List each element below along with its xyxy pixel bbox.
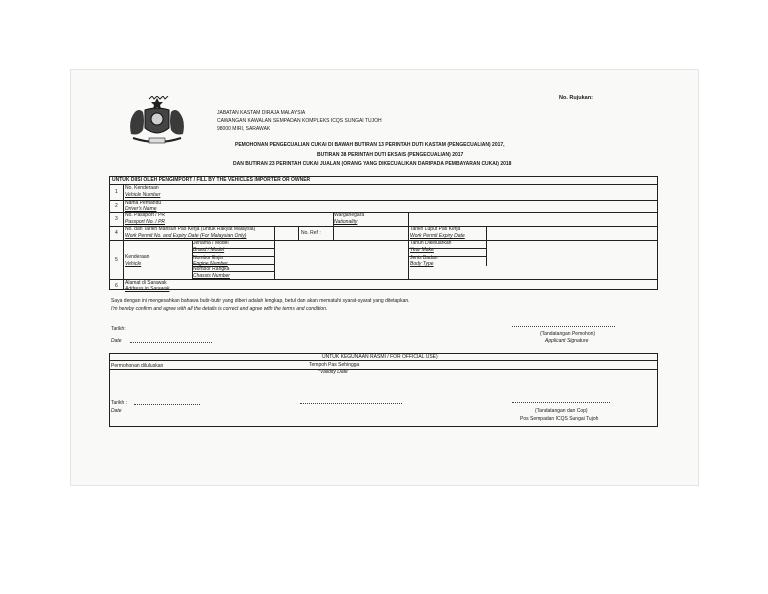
driver-name-label-en: Driver's Name [125, 206, 157, 212]
form-title-line-3: DAN BUTIRAN 23 PERINTAH CUKAI JUALAN (ORANG YANG DIKECUALIKAN DARIPADA PEMBAYARAN CUKAI) 2018 [233, 161, 512, 167]
engine-number-label-en: Engine Number [193, 261, 228, 267]
application-approved-label: Permohonan diluluskan [111, 363, 164, 369]
reference-no-label: No. Ref : [301, 230, 321, 236]
year-make-label: Tahun Dikeluarkan [410, 240, 452, 246]
agency-address: 98000 MIRI, SARAWAK [217, 126, 271, 132]
form-title-line-1: PEMOHONAN PENGECUALIAN CUKAI DI BAWAH BUTIRAN 13 PERINTAH DUTI KASTAM (PENGECUALIAN) 2017, [235, 142, 505, 148]
engine-number-label: Nombor Enjin [193, 255, 224, 261]
vehicle-number-label: No. Kenderaan [125, 185, 159, 191]
vehicle-label: Kenderaan [125, 254, 150, 260]
brand-model-label: Jenama / Model [193, 240, 229, 246]
body-type-label: Jenis Badan [410, 255, 438, 261]
chassis-number-label: Nombor Rangka [193, 266, 230, 272]
coat-of-arms-logo [125, 96, 189, 146]
validity-label-en: *Validity Date [318, 369, 348, 375]
row-number: 2 [115, 203, 118, 209]
work-permit-label-en: Work Permit No. and Expiry Date (For Malaysian Only) [125, 233, 247, 239]
chassis-number-label-en: Chassis Number [193, 273, 230, 279]
agency-name: JABATAN KASTAM DIRAJA MALAYSIA [217, 110, 306, 116]
nationality-label-en: Nationality [334, 219, 358, 225]
signature-line[interactable] [512, 326, 615, 327]
official-signature-line[interactable] [512, 402, 610, 403]
date-label: Tarikh: [111, 326, 126, 332]
official-date-label-en: Date [111, 408, 122, 414]
border-post-name: Pos Sempadan ICQS Sungai Tujoh [520, 416, 599, 422]
applicant-section-title: UNTUK DIISI OLEH PENGIMPORT / FILL BY THE VEHICLES IMPORTER OR OWNER [112, 177, 311, 183]
row-number: 3 [115, 216, 118, 222]
agency-branch: CAWANGAN KAWALAN SEMPADAN KOMPLEKS ICQS SUNGAI TUJOH [217, 118, 382, 124]
work-permit-label: No. dan Tarikh Mansuh Pas Kerja (Untuk Rakyat Malaysia) [125, 226, 256, 232]
reference-number-label: No. Rujukan: [559, 95, 593, 101]
body-type-label-en: Body Type [410, 261, 434, 267]
applicant-signature-label: (Tandatangan Pemohon) [540, 331, 596, 337]
row-number: 6 [115, 283, 118, 289]
vehicle-label-en: Vehicle [125, 261, 142, 267]
permit-expiry-label: Tarikh Luput Pas Kerja [410, 226, 461, 232]
official-date-label: Tarikh : [111, 400, 128, 406]
declaration-text: Saya dengan ini mengesahkan bahawa butir-butir yang diberi adalah lengkap, betul dan akan mematuhi syarat-syarat yang ditetapkan. [111, 298, 410, 304]
form-title-line-2: BUTIRAN 38 PERINTAH DUTI EKSAIS (PENGECUALIAN) 2017 [317, 152, 464, 158]
brand-model-label-en: Brand / Model [193, 247, 225, 253]
row-number: 1 [115, 189, 118, 195]
applicant-signature-label-en: Applicant Signature [545, 338, 589, 344]
nationality-label: Warganegara [334, 212, 365, 218]
year-make-label-en: Year Make [410, 247, 434, 253]
official-date-line[interactable] [134, 404, 200, 405]
driver-name-label: Nama Pemandu [125, 200, 162, 206]
validity-date-line[interactable] [300, 403, 402, 404]
validity-label: Tempoh Pas Sehingga [309, 362, 360, 368]
address-label: Alamat di Sarawak [125, 280, 167, 286]
declaration-text-en: I'm hereby confirm and agree with all the details is correct and agree with the terms and condition. [111, 306, 328, 312]
passport-label: No. Passport / PR [125, 212, 166, 218]
official-use-title: UNTUK KEGUNAAN RASMI / FOR OFFICIAL USE) [322, 354, 438, 360]
vehicle-number-label-en: Vehicle Number [125, 192, 161, 198]
passport-label-en: Passport No. / PR [125, 219, 166, 225]
address-label-en: Address in Sarawak [125, 286, 170, 292]
permit-expiry-label-en: Work Permit Expiry Date [410, 233, 465, 239]
official-signature-label: (Tandatangan dan Cop) [535, 408, 588, 414]
date-field-line[interactable] [130, 342, 212, 343]
row-number: 5 [115, 257, 118, 263]
row-number: 4 [115, 230, 118, 236]
date-label-en: Date [111, 338, 122, 344]
